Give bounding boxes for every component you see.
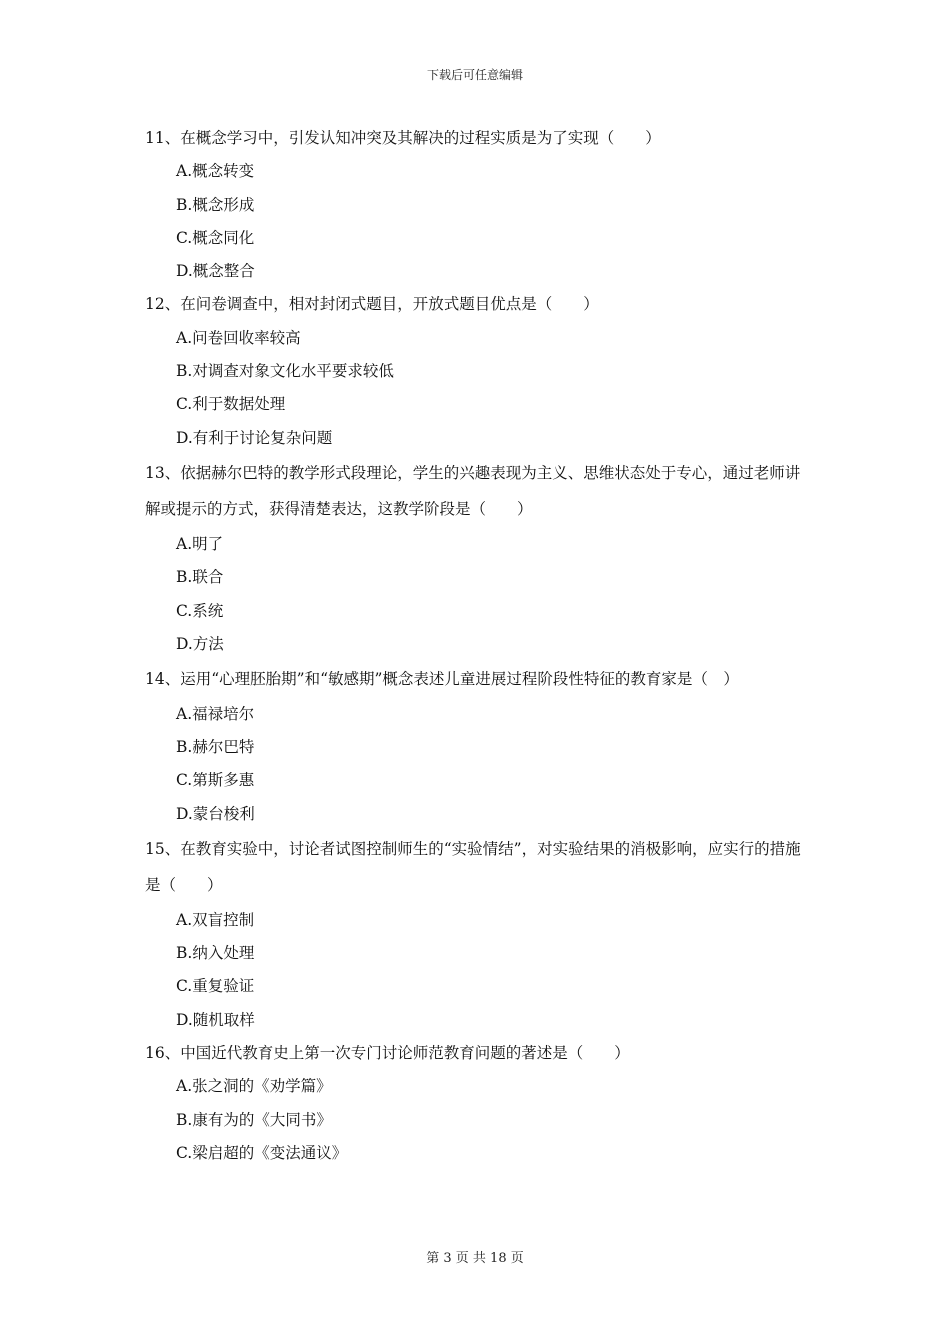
option-c: C.概念同化	[176, 228, 255, 247]
question-11	[145, 122, 815, 288]
option-a: A.张之洞的《劝学篇》	[176, 1077, 332, 1096]
question-stem: 15、在教育实验中，讨论者试图控制师生的“实验情结”，对实验结果的消极影响，应实行的措施是（ ）	[145, 839, 801, 895]
option-c: C.重复验证	[176, 977, 255, 996]
option-c: C.梁启超的《变法通议》	[176, 1143, 348, 1162]
option-b: B.概念形成	[176, 195, 255, 214]
option-d: D.蒙台梭利	[176, 804, 255, 823]
option-a: A.福禄培尔	[176, 704, 255, 723]
option-list	[145, 528, 815, 661]
option-b: B.康有为的《大同书》	[176, 1110, 332, 1129]
option-a: A.双盲控制	[176, 910, 255, 929]
question-16	[145, 1037, 815, 1170]
option-list	[145, 698, 815, 831]
option-d: D.随机取样	[176, 1010, 255, 1029]
question-14	[145, 661, 815, 831]
option-c: C.系统	[176, 601, 224, 620]
option-c: C.利于数据处理	[176, 395, 286, 414]
page-header: 下载后可任意编辑	[426, 68, 523, 82]
option-d: D.有利于讨论复杂问题	[176, 428, 333, 447]
question-stem: 14、运用“心理胚胎期”和“敏感期”概念表述儿童进展过程阶段性特征的教育家是（ ）	[145, 670, 739, 689]
option-c: C.第斯多惠	[176, 771, 255, 790]
question-stem: 11、在概念学习中，引发认知冲突及其解决的过程实质是为了实现（ ）	[145, 129, 661, 147]
option-b: B.联合	[176, 568, 224, 587]
question-15	[145, 831, 815, 1037]
option-a: A.概念转变	[176, 162, 255, 181]
option-d: D.概念整合	[176, 262, 255, 281]
question-12	[145, 288, 815, 454]
option-b: B.对调查对象文化水平要求较低	[176, 362, 394, 381]
option-a: A.问卷回收率较高	[176, 328, 301, 347]
question-13	[145, 455, 815, 661]
option-list	[145, 904, 815, 1037]
question-stem: 16、中国近代教育史上第一次专门讨论师范教育问题的著述是（ ）	[145, 1044, 630, 1063]
question-stem: 13、依据赫尔巴特的教学形式段理论，学生的兴趣表现为主义、思维状态处于专心，通过老师讲解或提示的方式，获得清楚表达，这教学阶段是（ ）	[145, 463, 801, 519]
option-list	[145, 322, 815, 455]
option-a: A.明了	[176, 534, 224, 553]
option-list	[145, 1070, 815, 1170]
option-d: D.方法	[176, 634, 224, 653]
page-footer: 第 3 页 共 18 页	[426, 1251, 524, 1266]
option-b: B.纳入处理	[176, 944, 255, 963]
question-stem: 12、在问卷调查中，相对封闭式题目，开放式题目优点是（ ）	[145, 295, 599, 314]
option-list	[145, 155, 815, 288]
option-b: B.赫尔巴特	[176, 737, 255, 756]
question-list	[145, 122, 815, 1170]
